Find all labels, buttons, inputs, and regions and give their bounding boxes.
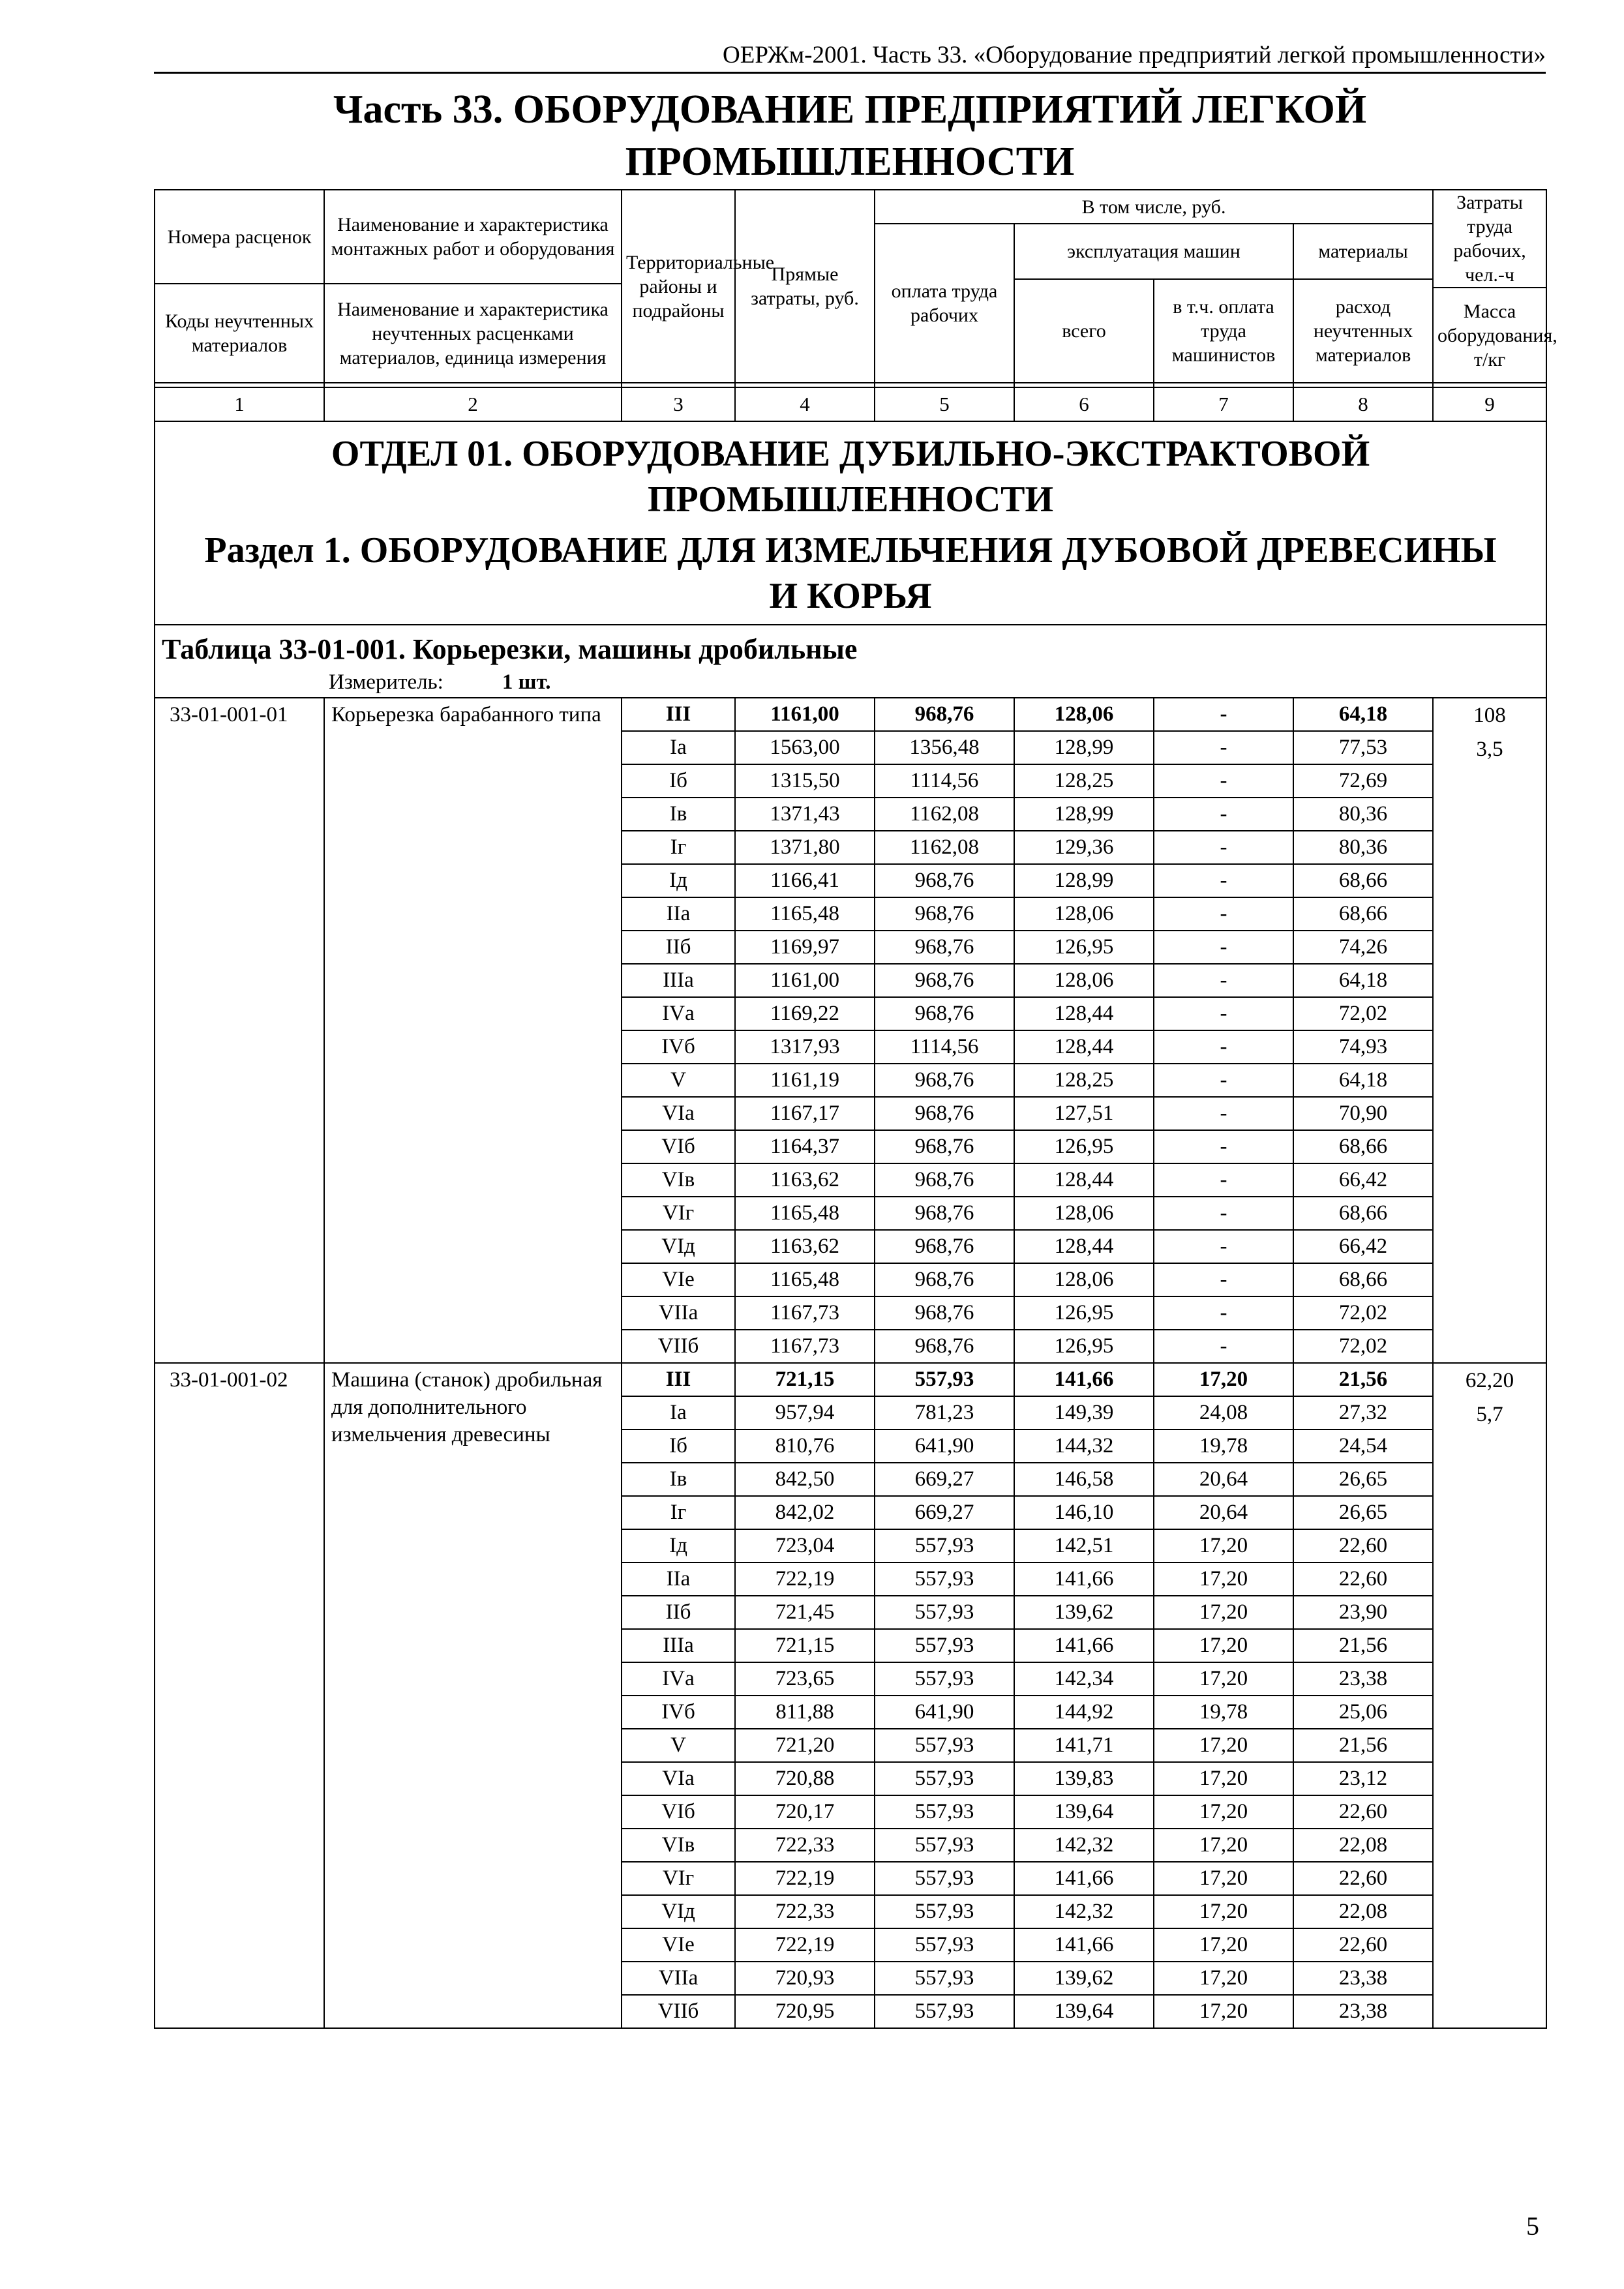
direct-costs-cell: 1563,00 [735,731,875,764]
division-row [155,421,1546,625]
header-machines-total: всего [1014,279,1154,383]
labor-costs-value: 62,20 [1465,1369,1514,1392]
region-cell: IVа [622,997,735,1030]
direct-costs-cell: 1165,48 [735,1263,875,1296]
direct-costs-cell: 720,88 [735,1762,875,1795]
region-cell: IIа [622,897,735,931]
direct-costs-cell: 723,04 [735,1529,875,1563]
workers-pay-cell: 557,93 [875,1995,1014,2028]
region-cell: IIб [622,931,735,964]
region-cell: Iг [622,831,735,864]
direct-costs-cell: 1169,22 [735,997,875,1030]
region-cell: VIб [622,1795,735,1829]
direct-costs-cell: 720,93 [735,1962,875,1995]
direct-costs-cell: 1317,93 [735,1030,875,1064]
materials-cell: 22,08 [1293,1895,1433,1928]
materials-cell: 74,93 [1293,1030,1433,1064]
workers-pay-cell: 1114,56 [875,1030,1014,1064]
materials-cell: 77,53 [1293,731,1433,764]
machinists-pay-cell: 24,08 [1154,1396,1293,1429]
machinists-pay-cell: - [1154,1064,1293,1097]
materials-cell: 24,54 [1293,1429,1433,1463]
region-cell: Iа [622,731,735,764]
machinists-pay-cell: - [1154,964,1293,997]
materials-cell: 22,60 [1293,1862,1433,1895]
materials-cell: 27,32 [1293,1396,1433,1429]
region-cell: V [622,1064,735,1097]
machinists-pay-cell: - [1154,1263,1293,1296]
machines-total-cell: 129,36 [1014,831,1154,864]
machinists-pay-cell: - [1154,731,1293,764]
region-cell: VIг [622,1197,735,1230]
materials-cell: 66,42 [1293,1163,1433,1197]
column-numbers-row [155,387,1546,421]
machines-total-cell: 128,44 [1014,1230,1154,1263]
header-workers-pay: оплата труда рабочих [875,224,1014,383]
workers-pay-cell: 557,93 [875,1895,1014,1928]
workers-pay-cell: 669,27 [875,1496,1014,1529]
workers-pay-cell: 1114,56 [875,764,1014,798]
machinists-pay-cell: - [1154,1296,1293,1330]
direct-costs-cell: 842,02 [735,1496,875,1529]
machinists-pay-cell: - [1154,798,1293,831]
machines-total-cell: 146,10 [1014,1496,1154,1529]
materials-cell: 68,66 [1293,1130,1433,1163]
workers-pay-cell: 557,93 [875,1928,1014,1962]
direct-costs-cell: 1164,37 [735,1130,875,1163]
direct-costs-cell: 811,88 [735,1696,875,1729]
measurer-label: Измеритель: [329,670,444,694]
machines-total-cell: 128,06 [1014,897,1154,931]
materials-cell: 21,56 [1293,1363,1433,1396]
header-materials-usage: расход неучтенных материалов [1293,279,1433,383]
materials-cell: 22,60 [1293,1795,1433,1829]
measurer [155,668,1546,698]
machines-total-cell: 139,64 [1014,1995,1154,2028]
machinists-pay-cell: - [1154,1230,1293,1263]
machines-total-cell: 141,66 [1014,1563,1154,1596]
norms-table [154,189,1557,2029]
region-cell: Iв [622,798,735,831]
region-cell: IIа [622,1563,735,1596]
rate-code: 33-01-001-01 [155,698,324,1363]
materials-cell: 72,02 [1293,997,1433,1030]
measurer-unit: 1 шт. [502,670,551,694]
workers-pay-cell: 968,76 [875,997,1014,1030]
materials-cell: 66,42 [1293,1230,1433,1263]
header-row-1 [155,190,1546,224]
header-material-codes: Коды неучтенных материалов [155,284,324,383]
section-title-line-2: И КОРЬЯ [769,576,932,616]
region-cell: Iд [622,864,735,897]
region-cell: VIв [622,1163,735,1197]
machines-total-cell: 128,44 [1014,1030,1154,1064]
workers-pay-cell: 1162,08 [875,831,1014,864]
direct-costs-cell: 722,19 [735,1862,875,1895]
machines-total-cell: 126,95 [1014,1296,1154,1330]
machines-total-cell: 142,51 [1014,1529,1154,1563]
direct-costs-cell: 957,94 [735,1396,875,1429]
header-materials: материалы [1293,224,1433,279]
machinists-pay-cell: 17,20 [1154,1762,1293,1795]
materials-cell: 74,26 [1293,931,1433,964]
workers-pay-cell: 968,76 [875,1163,1014,1197]
region-cell: Iб [622,1429,735,1463]
labor-mass-cell [1433,1363,1546,2028]
materials-cell: 22,08 [1293,1829,1433,1862]
materials-cell: 72,69 [1293,764,1433,798]
machines-total-cell: 128,99 [1014,798,1154,831]
machines-total-cell: 126,95 [1014,1330,1154,1363]
workers-pay-cell: 968,76 [875,864,1014,897]
materials-cell: 68,66 [1293,897,1433,931]
workers-pay-cell: 968,76 [875,964,1014,997]
region-cell: IIIа [622,964,735,997]
part-title-line-2: ПРОМЫШЛЕННОСТИ [625,140,1075,184]
region-cell: III [622,698,735,731]
workers-pay-cell: 968,76 [875,698,1014,731]
machinists-pay-cell: - [1154,831,1293,864]
workers-pay-cell: 557,93 [875,1363,1014,1396]
materials-cell: 72,02 [1293,1296,1433,1330]
region-cell: IVа [622,1662,735,1696]
header-machines: эксплуатация машин [1014,224,1293,279]
materials-cell: 72,02 [1293,1330,1433,1363]
machines-total-cell: 142,32 [1014,1829,1154,1862]
column-number: 8 [1293,387,1433,421]
region-cell: VIа [622,1097,735,1130]
direct-costs-cell: 1161,00 [735,698,875,731]
direct-costs-cell: 1315,50 [735,764,875,798]
header-labor-costs: Затраты труда рабочих, чел.-ч [1433,190,1546,288]
machines-total-cell: 128,25 [1014,764,1154,798]
machines-total-cell: 139,83 [1014,1762,1154,1795]
region-cell: Iд [622,1529,735,1563]
direct-costs-cell: 1371,80 [735,831,875,864]
part-title-line-1: Часть 33. ОБОРУДОВАНИЕ ПРЕДПРИЯТИЙ ЛЕГКОЙ [333,87,1367,132]
workers-pay-cell: 557,93 [875,1596,1014,1629]
machines-total-cell: 128,44 [1014,997,1154,1030]
region-cell: IIIа [622,1629,735,1662]
direct-costs-cell: 1165,48 [735,897,875,931]
materials-cell: 68,66 [1293,864,1433,897]
workers-pay-cell: 557,93 [875,1662,1014,1696]
direct-costs-cell: 721,45 [735,1596,875,1629]
workers-pay-cell: 557,93 [875,1795,1014,1829]
materials-cell: 64,18 [1293,964,1433,997]
equipment-name: Машина (станок) дробильная для дополнительного измельчения древесины [324,1363,622,2028]
machines-total-cell: 128,06 [1014,1197,1154,1230]
direct-costs-cell: 722,19 [735,1563,875,1596]
region-cell: Iг [622,1496,735,1529]
column-number: 5 [875,387,1014,421]
machines-total-cell: 139,64 [1014,1795,1154,1829]
equipment-mass-value: 3,5 [1476,738,1503,761]
direct-costs-cell: 722,33 [735,1829,875,1862]
workers-pay-cell: 968,76 [875,1064,1014,1097]
machines-total-cell: 139,62 [1014,1962,1154,1995]
running-header: ОЕРЖм-2001. Часть 33. «Оборудование предприятий легкой промышленности» [154,40,1546,74]
header-rate-numbers: Номера расценок [155,190,324,284]
machinists-pay-cell: 17,20 [1154,1729,1293,1762]
machinists-pay-cell: 17,20 [1154,1662,1293,1696]
table-title: Таблица 33-01-001. Корьерезки, машины дробильные [155,625,1546,668]
machines-total-cell: 142,34 [1014,1662,1154,1696]
machines-total-cell: 128,06 [1014,964,1154,997]
machines-total-cell: 128,25 [1014,1064,1154,1097]
machinists-pay-cell: 19,78 [1154,1429,1293,1463]
direct-costs-cell: 1165,48 [735,1197,875,1230]
region-cell: VIе [622,1263,735,1296]
materials-cell: 21,56 [1293,1629,1433,1662]
direct-costs-cell: 810,76 [735,1429,875,1463]
materials-cell: 64,18 [1293,1064,1433,1097]
division-title-line-2: ПРОМЫШЛЕННОСТИ [647,479,1054,520]
machinists-pay-cell: - [1154,1330,1293,1363]
machines-total-cell: 128,06 [1014,698,1154,731]
workers-pay-cell: 557,93 [875,1563,1014,1596]
region-cell: V [622,1729,735,1762]
materials-cell: 25,06 [1293,1696,1433,1729]
labor-costs-value: 108 [1473,704,1506,727]
workers-pay-cell: 968,76 [875,931,1014,964]
column-number: 9 [1433,387,1546,421]
materials-cell: 22,60 [1293,1928,1433,1962]
region-cell: VIIб [622,1330,735,1363]
direct-costs-cell: 720,17 [735,1795,875,1829]
machinists-pay-cell: 17,20 [1154,1363,1293,1396]
region-cell: VIа [622,1762,735,1795]
direct-costs-cell: 1169,97 [735,931,875,964]
machinists-pay-cell: - [1154,931,1293,964]
region-cell: VIд [622,1895,735,1928]
labor-mass-cell [1433,698,1546,1363]
direct-costs-cell: 1163,62 [735,1230,875,1263]
machinists-pay-cell: 20,64 [1154,1463,1293,1496]
direct-costs-cell: 721,20 [735,1729,875,1762]
column-number: 7 [1154,387,1293,421]
machinists-pay-cell: 20,64 [1154,1496,1293,1529]
machines-total-cell: 141,66 [1014,1928,1154,1962]
machinists-pay-cell: - [1154,1163,1293,1197]
materials-cell: 80,36 [1293,831,1433,864]
materials-cell: 22,60 [1293,1563,1433,1596]
header-direct-costs: Прямые затраты, руб. [735,190,875,383]
direct-costs-cell: 1167,17 [735,1097,875,1130]
direct-costs-cell: 723,65 [735,1662,875,1696]
section-title-line-1: Раздел 1. ОБОРУДОВАНИЕ ДЛЯ ИЗМЕЛЬЧЕНИЯ ДУБОВОЙ ДРЕВЕСИНЫ [204,530,1497,571]
machinists-pay-cell: - [1154,1197,1293,1230]
region-cell: VIд [622,1230,735,1263]
workers-pay-cell: 557,93 [875,1629,1014,1662]
machinists-pay-cell: - [1154,897,1293,931]
materials-cell: 23,38 [1293,1962,1433,1995]
direct-costs-cell: 721,15 [735,1363,875,1396]
materials-cell: 26,65 [1293,1463,1433,1496]
region-cell: IVб [622,1030,735,1064]
workers-pay-cell: 557,93 [875,1862,1014,1895]
machinists-pay-cell: 17,20 [1154,1895,1293,1928]
direct-costs-cell: 1166,41 [735,864,875,897]
region-cell: VIг [622,1862,735,1895]
workers-pay-cell: 641,90 [875,1696,1014,1729]
machinists-pay-cell: 17,20 [1154,1962,1293,1995]
header-gap-row [155,383,1546,387]
part-title [154,83,1546,188]
region-cell: VIIа [622,1962,735,1995]
machines-total-cell: 146,58 [1014,1463,1154,1496]
machines-total-cell: 141,71 [1014,1729,1154,1762]
machinists-pay-cell: 17,20 [1154,1629,1293,1662]
column-number: 1 [155,387,324,421]
workers-pay-cell: 557,93 [875,1962,1014,1995]
materials-cell: 21,56 [1293,1729,1433,1762]
machines-total-cell: 149,39 [1014,1396,1154,1429]
workers-pay-cell: 641,90 [875,1429,1014,1463]
rate-code: 33-01-001-02 [155,1363,324,2028]
direct-costs-cell: 722,19 [735,1928,875,1962]
direct-costs-cell: 1167,73 [735,1330,875,1363]
region-cell: Iа [622,1396,735,1429]
machinists-pay-cell: - [1154,1130,1293,1163]
header-machinists-pay: в т.ч. оплата труда машинистов [1154,279,1293,383]
table-row [155,1363,1546,1396]
division-title-line-1: ОТДЕЛ 01. ОБОРУДОВАНИЕ ДУБИЛЬНО-ЭКСТРАКТОВОЙ [331,434,1370,474]
column-number: 4 [735,387,875,421]
workers-pay-cell: 557,93 [875,1762,1014,1795]
region-cell: Iв [622,1463,735,1496]
workers-pay-cell: 557,93 [875,1729,1014,1762]
equipment-name: Корьерезка барабанного типа [324,698,622,1363]
table-title-row [155,625,1546,668]
direct-costs-cell: 1161,00 [735,964,875,997]
measurer-row [155,668,1546,698]
machinists-pay-cell: 17,20 [1154,1995,1293,2028]
region-cell: VIIа [622,1296,735,1330]
machines-total-cell: 128,99 [1014,731,1154,764]
direct-costs-cell: 721,15 [735,1629,875,1662]
machines-total-cell: 141,66 [1014,1363,1154,1396]
machines-total-cell: 128,44 [1014,1163,1154,1197]
direct-costs-cell: 1163,62 [735,1163,875,1197]
workers-pay-cell: 781,23 [875,1396,1014,1429]
column-number: 3 [622,387,735,421]
division-title [155,421,1546,625]
machines-total-cell: 128,99 [1014,864,1154,897]
machinists-pay-cell: 17,20 [1154,1928,1293,1962]
machinists-pay-cell: - [1154,864,1293,897]
machines-total-cell: 126,95 [1014,931,1154,964]
direct-costs-cell: 1167,73 [735,1296,875,1330]
direct-costs-cell: 722,33 [735,1895,875,1928]
machinists-pay-cell: 17,20 [1154,1563,1293,1596]
workers-pay-cell: 968,76 [875,1330,1014,1363]
machines-total-cell: 141,66 [1014,1629,1154,1662]
machinists-pay-cell: 17,20 [1154,1862,1293,1895]
equipment-mass-value: 5,7 [1476,1403,1503,1426]
machines-total-cell: 141,66 [1014,1862,1154,1895]
machines-total-cell: 128,06 [1014,1263,1154,1296]
header-material-names: Наименование и характеристика неучтенных расценками материалов, единица измерения [324,284,622,383]
materials-cell: 70,90 [1293,1097,1433,1130]
machinists-pay-cell: 19,78 [1154,1696,1293,1729]
materials-cell: 23,38 [1293,1662,1433,1696]
machines-total-cell: 142,32 [1014,1895,1154,1928]
machinists-pay-cell: - [1154,1097,1293,1130]
machines-total-cell: 144,32 [1014,1429,1154,1463]
column-number: 6 [1014,387,1154,421]
machines-total-cell: 127,51 [1014,1097,1154,1130]
table-row [155,698,1546,731]
materials-cell: 23,38 [1293,1995,1433,2028]
workers-pay-cell: 968,76 [875,1097,1014,1130]
materials-cell: 23,90 [1293,1596,1433,1629]
workers-pay-cell: 1162,08 [875,798,1014,831]
machinists-pay-cell: - [1154,698,1293,731]
header-territory: Территориальные районы и подрайоны [622,190,735,383]
direct-costs-cell: 720,95 [735,1995,875,2028]
region-cell: VIб [622,1130,735,1163]
region-cell: VIе [622,1928,735,1962]
machinists-pay-cell: - [1154,764,1293,798]
machinists-pay-cell: 17,20 [1154,1795,1293,1829]
region-cell: IIб [622,1596,735,1629]
workers-pay-cell: 557,93 [875,1829,1014,1862]
header-including: В том числе, руб. [875,190,1433,224]
workers-pay-cell: 669,27 [875,1463,1014,1496]
direct-costs-cell: 842,50 [735,1463,875,1496]
header-equipment-mass: Масса оборудования, т/кг [1433,288,1546,383]
workers-pay-cell: 968,76 [875,1130,1014,1163]
direct-costs-cell: 1371,43 [735,798,875,831]
workers-pay-cell: 557,93 [875,1529,1014,1563]
materials-cell: 68,66 [1293,1263,1433,1296]
workers-pay-cell: 968,76 [875,1296,1014,1330]
direct-costs-cell: 1161,19 [735,1064,875,1097]
workers-pay-cell: 968,76 [875,1230,1014,1263]
machines-total-cell: 139,62 [1014,1596,1154,1629]
region-cell: Iб [622,764,735,798]
machinists-pay-cell: 17,20 [1154,1529,1293,1563]
workers-pay-cell: 968,76 [875,897,1014,931]
machines-total-cell: 144,92 [1014,1696,1154,1729]
machinists-pay-cell: - [1154,1030,1293,1064]
header-work-name: Наименование и характеристика монтажных работ и оборудования [324,190,622,284]
materials-cell: 68,66 [1293,1197,1433,1230]
machines-total-cell: 126,95 [1014,1130,1154,1163]
workers-pay-cell: 968,76 [875,1197,1014,1230]
column-number: 2 [324,387,622,421]
materials-cell: 64,18 [1293,698,1433,731]
materials-cell: 26,65 [1293,1496,1433,1529]
region-cell: IVб [622,1696,735,1729]
machinists-pay-cell: 17,20 [1154,1596,1293,1629]
region-cell: VIв [622,1829,735,1862]
region-cell: III [622,1363,735,1396]
machinists-pay-cell: - [1154,997,1293,1030]
workers-pay-cell: 968,76 [875,1263,1014,1296]
machinists-pay-cell: 17,20 [1154,1829,1293,1862]
page-number: 5 [1526,2211,1539,2241]
workers-pay-cell: 1356,48 [875,731,1014,764]
materials-cell: 80,36 [1293,798,1433,831]
materials-cell: 23,12 [1293,1762,1433,1795]
region-cell: VIIб [622,1995,735,2028]
materials-cell: 22,60 [1293,1529,1433,1563]
